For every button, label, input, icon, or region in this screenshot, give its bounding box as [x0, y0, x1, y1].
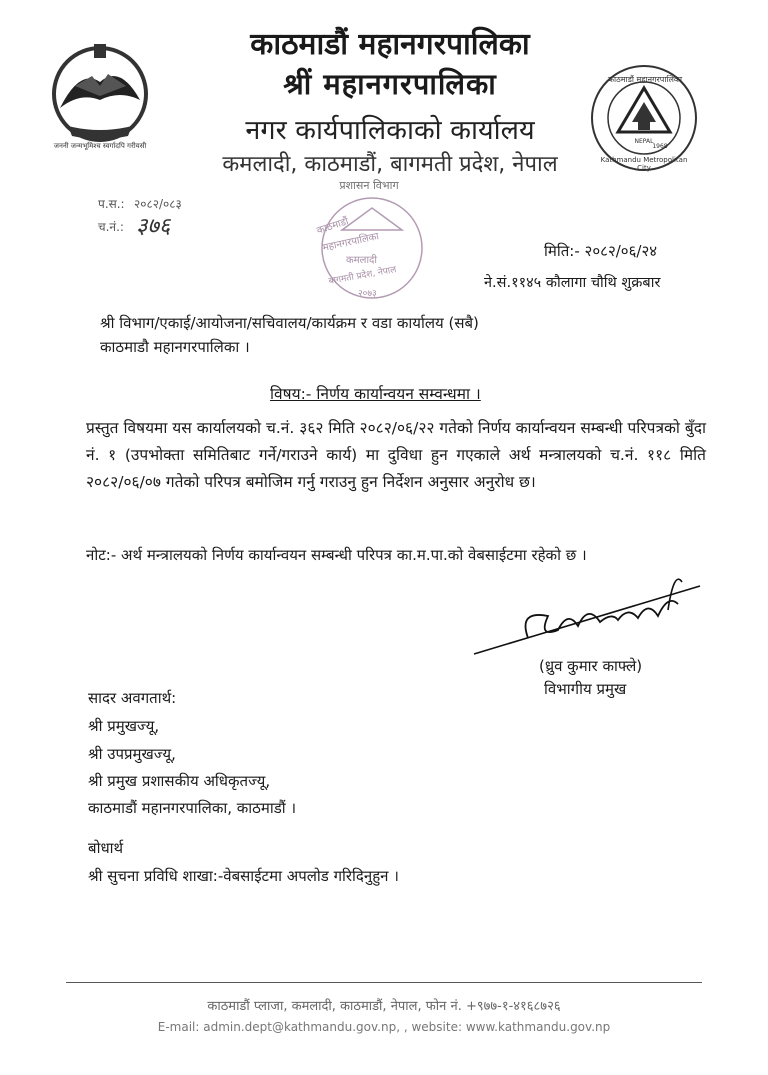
cc-item: श्री प्रमुखज्यू, — [88, 717, 160, 735]
subject-line: विषय:- निर्णय कार्यान्वयन सम्वन्धमा । — [270, 385, 481, 403]
org-name: काठमाडौं महानगरपालिका — [250, 27, 530, 62]
stamp-line-3: कमलादी — [346, 255, 377, 266]
footer-divider — [66, 982, 702, 983]
emblem-caption: जननी जन्मभूमिश्च स्वर्गादपि गरीयसी — [53, 142, 147, 150]
footer-contact: E-mail: admin.dept@kathmandu.gov.np, , website: www.kathmandu.gov.np — [157, 1020, 611, 1034]
date-line — [544, 241, 657, 261]
ps-label: प.स.: — [98, 197, 125, 211]
department-stamp — [302, 178, 442, 306]
nepal-sambat-date: ने.सं.११४५ कौलागा चौथि शुक्रबार — [484, 275, 661, 291]
signatory-name: (ध्रुव कुमार काफ्ले) — [539, 657, 643, 675]
date-value: २०८२/०६/२४ — [584, 242, 658, 260]
office-address: कमलादी, काठमाडौं, बागमती प्रदेश, नेपाल — [222, 152, 558, 177]
cc-heading: सादर अवगतार्थ: — [88, 689, 177, 707]
footer-address: काठमाडौं प्लाजा, कमलादी, काठमाडौं, नेपाल, फोन नं. +९७७-१-४१६८७२६ — [207, 999, 561, 1014]
addressee-line-2: काठमाडौ महानगरपालिका । — [100, 338, 250, 356]
stamp-line-5: २०७३ — [358, 289, 377, 299]
org-name-ranjana: श्रीं महानगरपालिका — [283, 67, 497, 101]
logo-country: NEPAL — [634, 138, 654, 145]
signatory-title: विभागीय प्रमुख — [544, 680, 627, 698]
kmc-logo — [588, 62, 700, 174]
cn-value: ३७६ — [136, 214, 171, 239]
date-label: मिति:- — [544, 242, 580, 260]
logo-top-text: काठमाडौं महानगरपालिका — [607, 75, 683, 84]
logo-year: 1968 — [652, 143, 668, 150]
ps-value: २०८२/०८३ — [134, 197, 182, 211]
for-action-heading: बोधार्थ — [88, 839, 124, 857]
stamp-line-1: काठमाडौं — [315, 216, 350, 237]
cc-item: काठमाडौं महानगरपालिका, काठमाडौं । — [88, 799, 297, 817]
logo-bottom-text: Kathmandu Metropolitan City — [600, 156, 688, 172]
cc-item: श्री प्रमुख प्रशासकीय अधिकृतज्यू, — [88, 772, 271, 790]
body-note: नोट:- अर्थ मन्त्रालयको निर्णय कार्यान्वयन सम्बन्धी परिपत्र का.म.पा.को वेबसाईटमा रहेको छ । — [86, 546, 587, 564]
addressee-line-1: श्री विभाग/एकाई/आयोजना/सचिवालय/कार्यक्रम र वडा कार्यालय (सबै) — [100, 314, 479, 332]
cc-item: श्री उपप्रमुखज्यू, — [88, 745, 176, 763]
for-action-item: श्री सुचना प्रविधि शाखा:-वेबसाईटमा अपलोड गरिदिनुहुन । — [88, 867, 399, 885]
cn-label: च.नं.: — [98, 220, 124, 234]
office-name: नगर कार्यपालिकाको कार्यालय — [245, 115, 535, 146]
body-paragraph: प्रस्तुत विषयमा यस कार्यालयको च.नं. ३६२ मिति २०८२/०६/२२ गतेको निर्णय कार्यान्वयन सम्बन्धी परिपत्रको बुँदा नं. १ (उपभोक्ता समितिबाट गर्ने/गराउने कार्य) मा दुविधा हुन गएकाले अर्थ मन्त्रालयको च.नं. ११८ मिति २०८२/०६/०७ गतेको परिपत्र बमोजिम गर्नु गराउनु हुन निर्देशन अनुसार अनुरोध छ। — [86, 419, 706, 491]
signature — [468, 560, 708, 660]
stamp-department: प्रशासन विभाग — [339, 179, 399, 192]
stamp-line-4: बागमती प्रदेश, नेपाल — [327, 265, 398, 287]
stamp-line-2: महानगरपालिका — [321, 231, 380, 254]
